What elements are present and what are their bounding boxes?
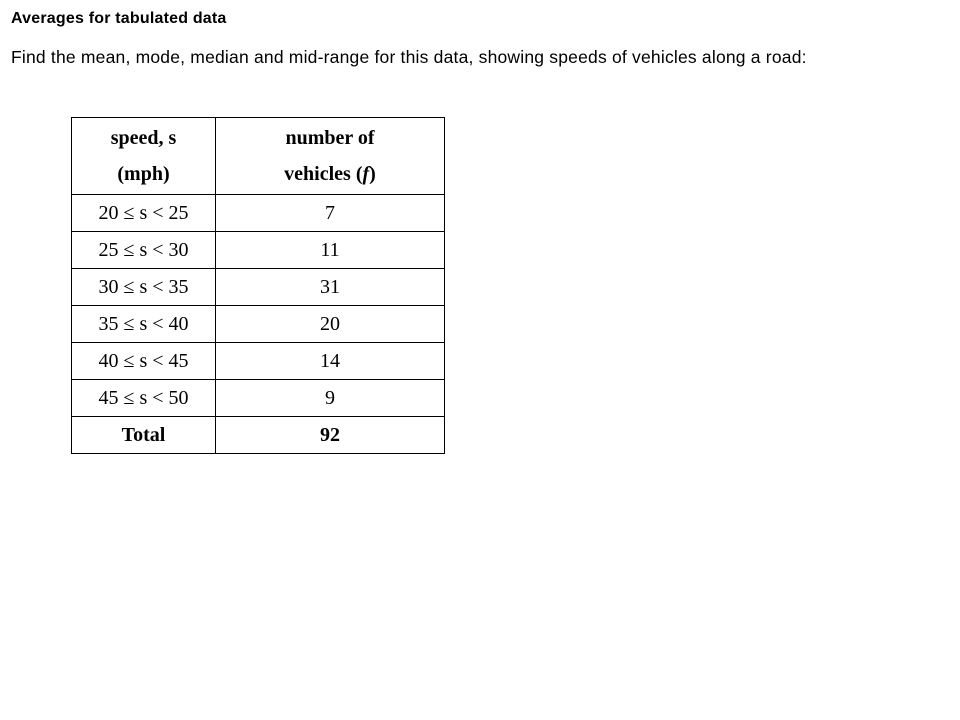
table-row — [72, 232, 445, 269]
count-header-line-1: number of — [285, 127, 375, 149]
count-header-prefix: vehicles ( — [284, 163, 363, 185]
page-title: Averages for tabulated data — [11, 10, 227, 27]
speed-cell: 20 ≤ s < 25 — [72, 195, 216, 232]
count-cell: 11 — [216, 232, 445, 269]
count-cell: 9 — [216, 380, 445, 417]
instructions-text: Find the mean, mode, median and mid-range for this data, showing speeds of vehicles along a road: — [11, 47, 807, 67]
count-header-line-2 — [216, 156, 444, 192]
count-cell: 20 — [216, 306, 445, 343]
count-column-header — [216, 118, 445, 195]
total-value: 92 — [216, 417, 445, 454]
table-row — [72, 380, 445, 417]
frequency-variable: f — [362, 163, 370, 185]
table-row — [72, 343, 445, 380]
frequency-table — [71, 117, 445, 454]
table-row — [72, 269, 445, 306]
table-header-row — [72, 118, 445, 195]
count-cell: 14 — [216, 343, 445, 380]
speed-cell: 35 ≤ s < 40 — [72, 306, 216, 343]
speed-cell: 30 ≤ s < 35 — [72, 269, 216, 306]
total-label: Total — [72, 417, 216, 454]
count-header-suffix: ) — [369, 163, 376, 185]
speed-column-header — [72, 118, 216, 195]
speed-cell: 25 ≤ s < 30 — [72, 232, 216, 269]
speed-header-line-1: speed, s — [110, 127, 177, 149]
table-row — [72, 195, 445, 232]
speed-header-line-2: (mph) — [117, 163, 170, 185]
total-row — [72, 417, 445, 454]
speed-cell: 40 ≤ s < 45 — [72, 343, 216, 380]
count-cell: 7 — [216, 195, 445, 232]
table-row — [72, 306, 445, 343]
count-cell: 31 — [216, 269, 445, 306]
speed-cell: 45 ≤ s < 50 — [72, 380, 216, 417]
